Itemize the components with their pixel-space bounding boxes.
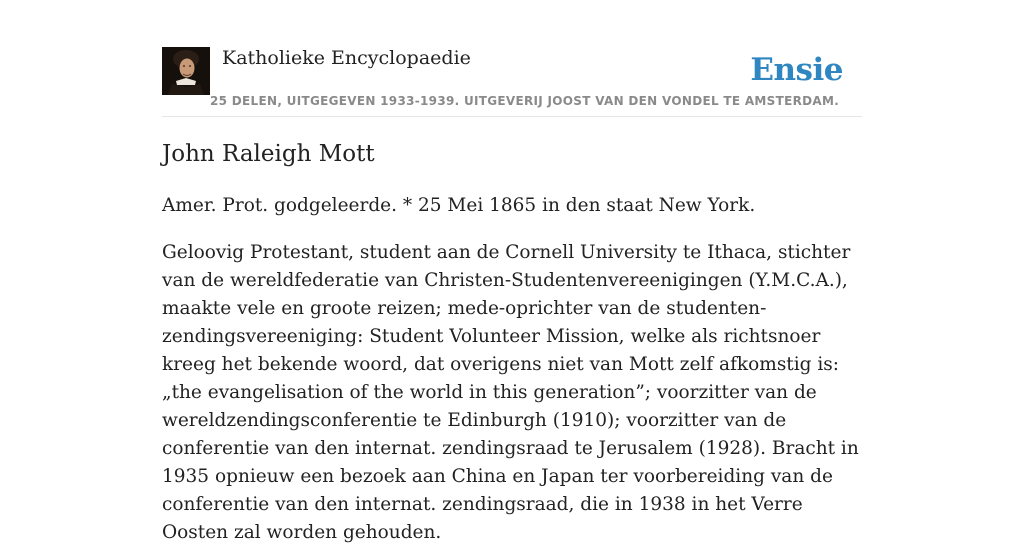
article — [162, 139, 864, 547]
ensie-logo[interactable]: Ensie — [750, 52, 843, 88]
source-avatar[interactable] — [162, 47, 210, 95]
entry-title: John Raleigh Mott — [162, 141, 375, 167]
source-meta: 25 DELEN, UITGEGEVEN 1933-1939. UITGEVERIJ JOOST VAN DEN VONDEL TE AMSTERDAM. — [210, 94, 840, 108]
entry-paragraph: Amer. Prot. godgeleerde. * 25 Mei 1865 in den staat New York. — [162, 195, 756, 216]
source-header — [162, 46, 862, 117]
portrait-image — [162, 47, 210, 95]
source-title[interactable]: Katholieke Encyclopaedie — [222, 47, 471, 69]
entry-paragraph: Geloovig Protestant, student aan de Cornell University te Ithaca, stichter van de wereldfederatie van Christen-Studentenvereenigingen (Y.M.C.A.), maakte vele en groote reizen; mede-oprichter van de studenten-zendingsvereeniging: Student Volunteer Mission, welke als richtsnoer kreeg het bekende woord, dat overigens niet van Mott zelf afkomstig is: „the evangelisation of the world in this generation”; voorzitter van de wereldzendingsconferentie te Edinburgh (1910); voorzitter van de conferentie van den internat. zendingsraad te Jerusalem (1928). Bracht in 1935 opnieuw een bezoek aan China en Japan ter voorbereiding van de conferentie van den internat. zendingsraad, die in 1938 in het Verre Oosten zal worden gehouden. — [162, 242, 859, 543]
